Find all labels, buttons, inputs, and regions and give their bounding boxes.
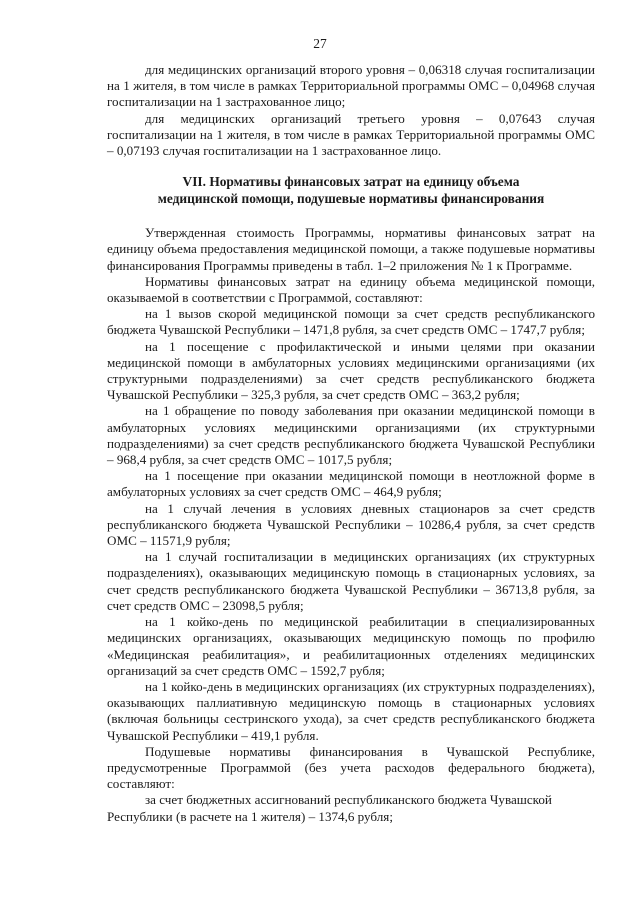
paragraph: для медицинских организаций третьего уровня – 0,07643 случая госпитализации на 1 жителя, в том числе в рамках Территориальной программы ОМС – 0,07193 случая госпитализации на 1 застрахованное лицо. (107, 110, 595, 159)
list-item: за счет бюджетных ассигнований республиканского бюджета Чувашской Республики (в расчете на 1 жителя) – 1374,6 рубля; (107, 792, 552, 824)
list-item: на 1 посещение при оказании медицинской помощи в неотложной форме в амбулаторных условиях за счет средств ОМС – 464,9 рубля; (107, 468, 595, 500)
paragraph: Нормативы финансовых затрат на единицу объема медицинской помощи, оказываемой в соответствии с Программой, составляют: (107, 273, 595, 306)
list-item: на 1 случай госпитализации в медицинских организациях (их структурных подразделениях), оказывающих медицинскую помощь в стационарных условиях, за счет средств республиканского бюджета Чувашской Республики – 36713,8 рубля, за счет средств ОМС – 23098,5 рубля; (107, 549, 595, 613)
paragraph: Подушевые нормативы финансирования в Чувашской Республике, предусмотренные Программой (без учета расходов федерального бюджета), составляют: (107, 743, 595, 792)
list-item: на 1 койко-день по медицинской реабилитации в специализированных медицинских организациях, оказывающих медицинскую помощь по профилю «Медицинская реабилитация», и реабилитационных отделениях медицинских организаций за счет средств ОМС – 1592,7 рубля; (107, 614, 595, 678)
section-heading-line: медицинской помощи, подушевые нормативы финансирования (157, 191, 545, 207)
page-number: 27 (313, 36, 327, 51)
paragraph: для медицинских организаций второго уровня – 0,06318 случая госпитализации на 1 жителя, в том числе в рамках Территориальной программы ОМС – 0,04968 случая госпитализации на 1 застрахованное лицо; (107, 62, 595, 110)
list-item: на 1 случай лечения в условиях дневных стационаров за счет средств республиканского бюджета Чувашской Республики – 10286,4 рубля, за счет средств ОМС – 11571,9 рубля; (107, 500, 595, 549)
list-item: на 1 посещение с профилактической и иными целями при оказании медицинской помощи в амбулаторных условиях медицинскими организациями (их структурными подразделениями) за счет средств республиканского бюджета Чувашской Республики – 325,3 рубля, за счет средств ОМС – 363,2 рубля; (107, 338, 595, 403)
list-item: на 1 койко-день в медицинских организациях (их структурных подразделениях), оказывающих паллиативную медицинскую помощь в стационарных условиях (включая больницы сестринского ухода), за счет средств республиканского бюджета Чувашской Республики – 419,1 рубля. (107, 678, 595, 743)
list-item: на 1 вызов скорой медицинской помощи за счет средств республиканского бюджета Чувашской Республики – 1471,8 рубля, за счет средств ОМС – 1747,7 рубля; (107, 306, 595, 338)
document-body (107, 62, 595, 825)
list-item: на 1 обращение по поводу заболевания при оказании медицинской помощи в амбулаторных условиях медицинскими организациями (их структурными подразделениями) за счет средств республиканского бюджета Чувашской Республики – 968,4 рубля, за счет средств ОМС – 1017,5 рубля; (107, 403, 595, 468)
section-heading-line: VII. Нормативы финансовых затрат на единицу объема (182, 174, 520, 190)
paragraph: Утвержденная стоимость Программы, нормативы финансовых затрат на единицу объема предоставления медицинской помощи, а также подушевые нормативы финансирования Программы приведены в табл. 1–2 приложения № 1 к Программе. (107, 225, 595, 273)
section-heading (107, 173, 595, 207)
